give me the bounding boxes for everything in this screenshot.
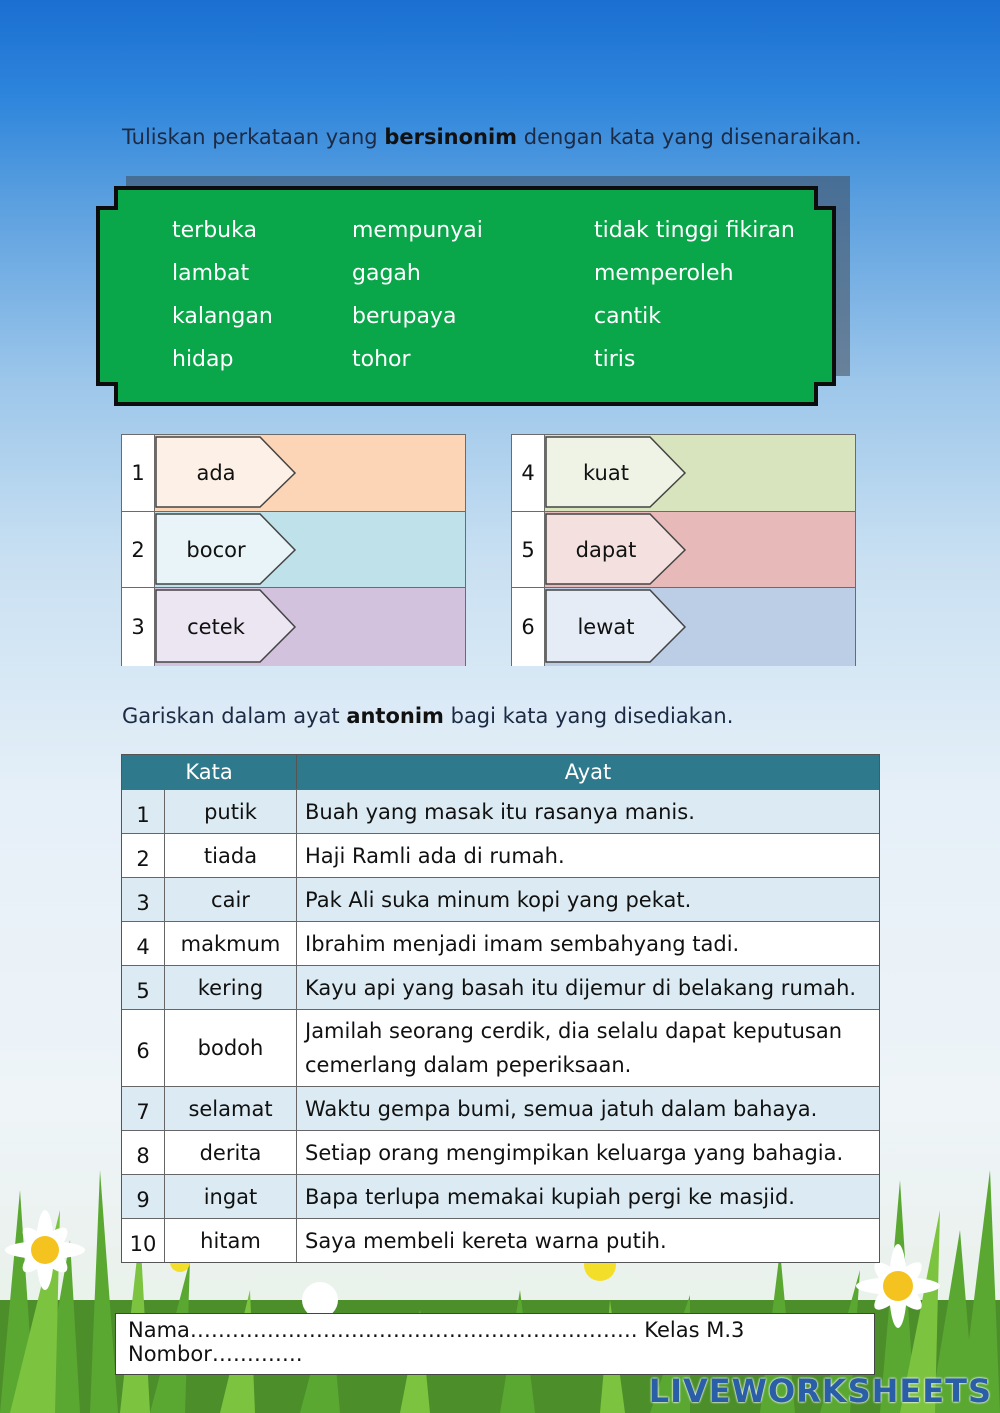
table-row — [122, 1174, 879, 1218]
row-ayat[interactable]: Saya membeli kereta warna putih. — [305, 1228, 667, 1253]
table-row — [122, 833, 879, 877]
row-ayat[interactable]: Kayu api yang basah itu dijemur di belakang rumah. — [305, 975, 857, 1000]
word-bank-item: cantik — [594, 304, 661, 329]
word-bank-item: terbuka — [172, 218, 257, 243]
synonym-row — [122, 511, 465, 588]
synonym-word-tag — [545, 588, 690, 666]
synonym-word-tag — [155, 512, 300, 588]
row-number: 2 — [122, 834, 165, 877]
synonym-table-right — [511, 434, 856, 666]
row-ayat[interactable]: Jamilah seorang cerdik, dia selalu dapat keputusan cemerlang dalam peperiksaan. — [305, 1019, 843, 1077]
word-bank — [172, 218, 832, 388]
synonym-word-tag — [545, 435, 690, 511]
synonym-number: 6 — [512, 588, 545, 666]
row-number: 9 — [122, 1175, 165, 1218]
synonym-answer-field[interactable] — [692, 512, 855, 588]
row-ayat[interactable]: Waktu gempa bumi, semua jatuh dalam bahaya. — [305, 1096, 818, 1121]
word-bank-item: memperoleh — [594, 261, 734, 286]
row-kata: hitam — [165, 1219, 297, 1262]
word-bank-item: gagah — [352, 261, 421, 286]
table-row — [122, 1130, 879, 1174]
synonym-number: 5 — [512, 512, 545, 588]
synonym-row — [512, 435, 855, 511]
liveworksheets-logo: LIVEWORKSHEETS — [648, 1372, 992, 1410]
row-number: 5 — [122, 966, 165, 1009]
row-ayat[interactable]: Haji Ramli ada di rumah. — [305, 843, 565, 868]
table-row — [122, 1218, 879, 1262]
synonym-answer-field[interactable] — [302, 512, 465, 588]
row-number: 3 — [122, 878, 165, 921]
antonym-table-header — [122, 755, 879, 789]
word-bank-item: mempunyai — [352, 218, 483, 243]
row-ayat[interactable]: Setiap orang mengimpikan keluarga yang bahagia. — [305, 1140, 844, 1165]
table-row — [122, 789, 879, 833]
synonym-answer-field[interactable] — [302, 588, 465, 666]
word-bank-item: lambat — [172, 261, 250, 286]
word-bank-item: tidak tinggi fikiran — [594, 218, 795, 243]
row-kata: tiada — [165, 834, 297, 877]
synonym-word-tag — [545, 512, 690, 588]
synonym-word: kuat — [583, 461, 629, 485]
synonym-answer-field[interactable] — [692, 588, 855, 666]
synonym-answer-field[interactable] — [692, 435, 855, 511]
row-kata: ingat — [165, 1175, 297, 1218]
synonym-word: ada — [196, 461, 236, 485]
row-number: 10 — [122, 1219, 165, 1262]
synonym-table-left — [121, 434, 466, 666]
row-kata: putik — [165, 790, 297, 833]
row-kata: kering — [165, 966, 297, 1009]
word-bank-item: tiris — [594, 347, 636, 372]
row-kata: derita — [165, 1131, 297, 1174]
row-number: 4 — [122, 922, 165, 965]
table-row — [122, 1009, 879, 1086]
word-bank-item: tohor — [352, 347, 411, 372]
synonym-row — [122, 587, 465, 666]
synonym-row — [512, 587, 855, 666]
row-kata: cair — [165, 878, 297, 921]
synonym-word: lewat — [577, 615, 635, 639]
synonym-number: 4 — [512, 435, 545, 511]
word-bank-item: kalangan — [172, 304, 273, 329]
word-bank-item: berupaya — [352, 304, 457, 329]
row-number: 6 — [122, 1010, 165, 1086]
synonym-word-tag — [155, 435, 300, 511]
synonym-instruction: Tuliskan perkataan yang bersinonim dengan kata yang disenaraikan. — [122, 125, 862, 149]
synonym-word: dapat — [575, 538, 637, 562]
row-number: 8 — [122, 1131, 165, 1174]
row-ayat[interactable]: Pak Ali suka minum kopi yang pekat. — [305, 887, 692, 912]
table-row — [122, 877, 879, 921]
synonym-number: 3 — [122, 588, 155, 666]
row-number: 7 — [122, 1087, 165, 1130]
antonym-table — [121, 754, 880, 1263]
synonym-row — [122, 435, 465, 511]
table-row — [122, 1086, 879, 1130]
student-info-box[interactable] — [115, 1313, 875, 1375]
table-row — [122, 965, 879, 1009]
student-info-text: Nama………………………………………………………. Kelas M.3 Nombor…………. — [128, 1318, 745, 1366]
row-kata: selamat — [165, 1087, 297, 1130]
synonym-number: 2 — [122, 512, 155, 588]
synonym-number: 1 — [122, 435, 155, 511]
row-ayat[interactable]: Bapa terlupa memakai kupiah pergi ke masjid. — [305, 1184, 795, 1209]
row-number: 1 — [122, 790, 165, 833]
synonym-word-tag — [155, 588, 300, 666]
row-ayat[interactable]: Buah yang masak itu rasanya manis. — [305, 799, 695, 824]
row-ayat[interactable]: Ibrahim menjadi imam sembahyang tadi. — [305, 931, 740, 956]
synonym-word: cetek — [187, 615, 245, 639]
synonym-row — [512, 511, 855, 588]
row-kata: bodoh — [165, 1010, 297, 1086]
table-row — [122, 921, 879, 965]
antonym-instruction: Gariskan dalam ayat antonim bagi kata yang disediakan. — [122, 704, 734, 728]
synonym-answer-field[interactable] — [302, 435, 465, 511]
col-kata: Kata — [122, 755, 297, 789]
col-ayat: Ayat — [564, 760, 612, 784]
word-bank-item: hidap — [172, 347, 234, 372]
synonym-word: bocor — [186, 538, 246, 562]
row-kata: makmum — [165, 922, 297, 965]
